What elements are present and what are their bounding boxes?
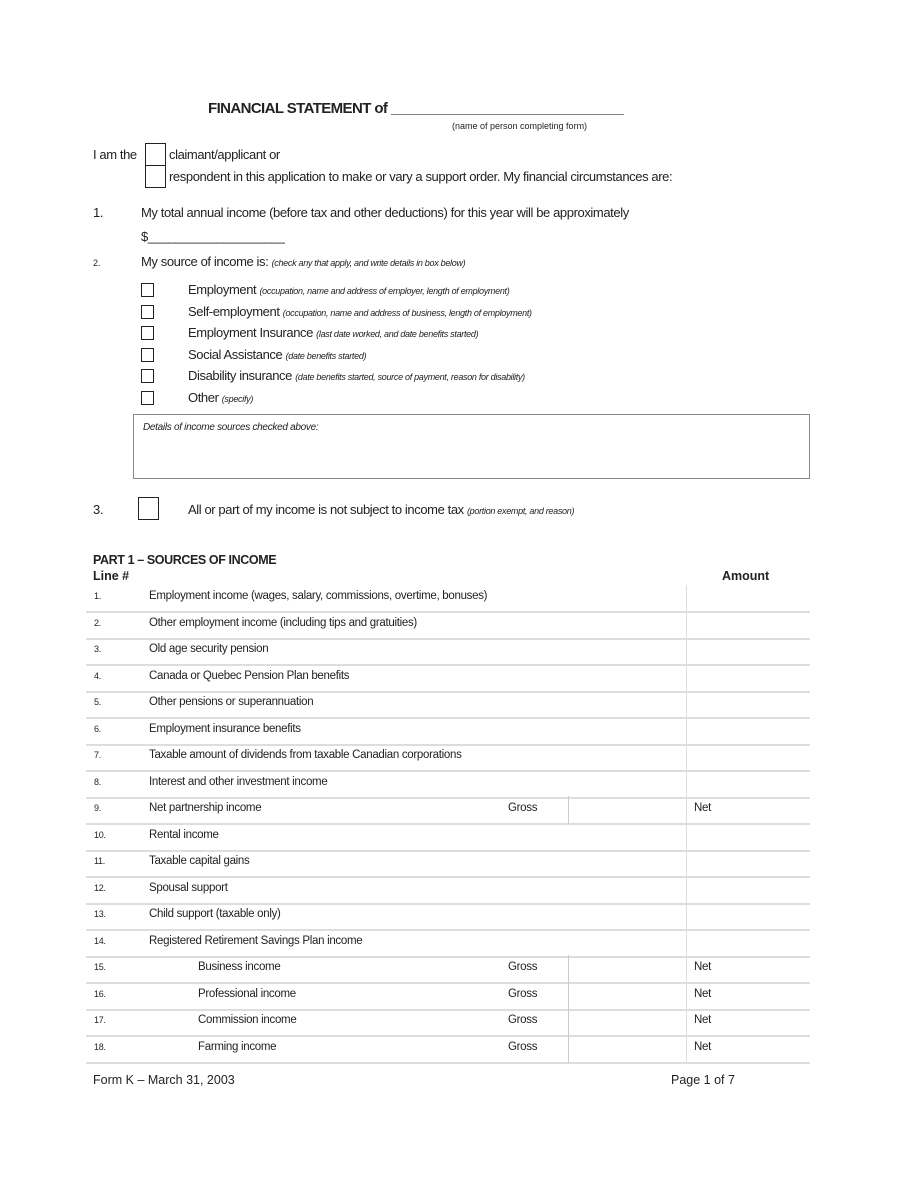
line-number: 14.	[94, 935, 106, 946]
gross-amount-field[interactable]	[568, 1035, 569, 1063]
table-row	[86, 1009, 810, 1037]
claimant-label: claimant/applicant or	[169, 147, 280, 162]
option-label: Other	[188, 389, 219, 405]
amount-field[interactable]	[687, 638, 810, 664]
line-number: 10.	[94, 829, 106, 840]
title-text: FINANCIAL STATEMENT of	[208, 100, 388, 117]
table-row	[86, 691, 810, 719]
line-label: Rental income	[149, 828, 219, 841]
line-number: 3.	[94, 644, 101, 654]
amount-column-divider	[686, 585, 687, 1063]
line-label: Employment income (wages, salary, commissions, overtime, bonuses)	[149, 590, 488, 602]
line-number: 11.	[94, 856, 105, 866]
form-id: Form K – March 31, 2003	[93, 1073, 235, 1087]
gross-amount-field[interactable]	[568, 982, 569, 1010]
option-note: (date benefits started)	[285, 350, 367, 361]
table-row	[86, 956, 810, 984]
option-label: Employment Insurance	[188, 325, 313, 340]
q2-label: My source of income is:	[141, 254, 269, 269]
amount-column-header: Amount	[722, 569, 770, 583]
option-note: (specify)	[221, 393, 254, 404]
q3-text	[188, 502, 574, 517]
part1-title: PART 1 – SOURCES OF INCOME	[93, 553, 277, 567]
gross-label: Gross	[508, 961, 538, 973]
line-label: Taxable capital gains	[149, 855, 250, 867]
table-row	[86, 771, 810, 799]
net-label: Net	[694, 961, 711, 973]
amount-field[interactable]	[687, 930, 810, 956]
line-label: Spousal support	[149, 881, 228, 894]
details-box[interactable]	[133, 414, 810, 479]
amount-field[interactable]	[687, 744, 810, 770]
line-label: Net partnership income	[149, 802, 262, 814]
option-note: (occupation, name and address of business, length of employment)	[282, 307, 532, 318]
line-number: 7.	[94, 750, 101, 760]
annual-income-field[interactable]: $____________________	[141, 229, 285, 244]
line-number: 8.	[94, 776, 101, 787]
amount-field[interactable]	[687, 771, 810, 797]
line-number: 17.	[94, 1015, 106, 1025]
amount-field[interactable]	[687, 1036, 810, 1062]
gross-label: Gross	[508, 987, 538, 1000]
net-label: Net	[694, 987, 711, 1000]
gross-label: Gross	[508, 1040, 538, 1053]
gross-label: Gross	[508, 802, 538, 814]
table-row	[86, 824, 810, 852]
table-row	[86, 983, 810, 1011]
line-number: 15.	[94, 962, 106, 972]
table-row	[86, 612, 810, 640]
table-row	[86, 665, 810, 693]
amount-field[interactable]	[687, 903, 810, 929]
respondent-label: respondent in this application to make or vary a support order. My financial circumstances are:	[169, 169, 673, 184]
line-number: 6.	[94, 723, 101, 734]
option-label: Social Assistance	[188, 346, 283, 362]
line-label: Professional income	[198, 987, 296, 1000]
table-row	[86, 877, 810, 905]
form-title	[208, 100, 623, 117]
q2-text	[141, 254, 465, 269]
income-source-checkbox[interactable]	[141, 305, 154, 319]
amount-field[interactable]	[687, 718, 810, 744]
amount-field[interactable]	[687, 850, 810, 876]
line-label: Old age security pension	[149, 643, 269, 655]
line-number: 9.	[94, 803, 101, 813]
line-label: Registered Retirement Savings Plan income	[149, 934, 363, 947]
option-note: (last date worked, and date benefits started)	[316, 329, 479, 339]
q2-number: 2.	[93, 258, 101, 268]
line-number: 1.	[94, 591, 101, 601]
option-note: (date benefits started, source of payment, reason for disability)	[295, 372, 525, 382]
option-label: Self-employment	[188, 303, 280, 319]
table-row	[86, 585, 810, 613]
line-number: 5.	[94, 697, 101, 707]
amount-field[interactable]	[687, 612, 810, 638]
amount-field[interactable]	[687, 797, 810, 823]
intro-prefix: I am the	[93, 147, 137, 162]
table-row	[86, 638, 810, 666]
q2-note: (check any that apply, and write details in box below)	[271, 258, 466, 268]
table-row	[86, 930, 810, 958]
line-label: Other pensions or superannuation	[149, 696, 314, 708]
amount-field[interactable]	[687, 1009, 810, 1035]
table-row	[86, 1036, 810, 1064]
line-number: 18.	[94, 1041, 106, 1052]
title-subtitle: (name of person completing form)	[452, 121, 588, 131]
gross-label: Gross	[508, 1014, 538, 1026]
income-source-option	[188, 282, 509, 297]
income-source-checkbox[interactable]	[141, 326, 154, 340]
income-source-checkbox[interactable]	[141, 348, 154, 362]
line-number: 4.	[94, 670, 101, 681]
line-number: 2.	[94, 617, 101, 628]
table-row	[86, 850, 810, 878]
option-note: (occupation, name and address of employer, length of employment)	[259, 286, 510, 296]
option-label: Disability insurance	[188, 368, 292, 383]
income-source-option	[188, 390, 253, 405]
line-label: Canada or Quebec Pension Plan benefits	[149, 669, 350, 682]
net-label: Net	[694, 1040, 711, 1053]
q1-text: My total annual income (before tax and other deductions) for this year will be approximately	[141, 205, 629, 220]
amount-field[interactable]	[687, 665, 810, 691]
line-number: 12.	[94, 882, 106, 893]
claimant-checkbox[interactable]	[145, 143, 166, 166]
line-label: Commission income	[198, 1014, 297, 1026]
amount-field[interactable]	[687, 585, 810, 611]
income-source-option	[188, 325, 478, 340]
gross-amount-field[interactable]	[568, 1008, 569, 1036]
table-row	[86, 718, 810, 746]
table-row	[86, 903, 810, 931]
income-source-checkbox[interactable]	[141, 283, 154, 297]
amount-field[interactable]	[687, 983, 810, 1009]
line-label: Taxable amount of dividends from taxable Canadian corporations	[149, 749, 462, 761]
income-source-checkbox[interactable]	[141, 369, 154, 383]
line-label: Employment insurance benefits	[149, 722, 301, 735]
gross-amount-field[interactable]	[568, 955, 569, 983]
q3-label: All or part of my income is not subject to income tax	[188, 502, 464, 517]
income-source-option	[188, 347, 366, 362]
amount-field[interactable]	[687, 691, 810, 717]
line-label: Child support (taxable only)	[149, 908, 281, 920]
q1-number: 1.	[93, 205, 104, 220]
line-label: Other employment income (including tips and gratuities)	[149, 616, 417, 629]
table-row	[86, 797, 810, 825]
table-row	[86, 744, 810, 772]
income-source-option	[188, 304, 532, 319]
page-number: Page 1 of 7	[671, 1073, 735, 1087]
details-label: Details of income sources checked above:	[143, 422, 319, 433]
income-source-option	[188, 368, 525, 383]
line-number: 16.	[94, 988, 106, 999]
amount-field[interactable]	[687, 877, 810, 903]
amount-field[interactable]	[687, 824, 810, 850]
name-blank[interactable]: ______________________________	[390, 100, 624, 117]
tax-exempt-checkbox[interactable]	[138, 497, 159, 520]
q3-number: 3.	[93, 502, 104, 517]
respondent-checkbox[interactable]	[145, 165, 166, 188]
net-label: Net	[694, 802, 711, 814]
line-column-header: Line #	[93, 569, 130, 583]
option-label: Employment	[188, 282, 257, 297]
income-source-checkbox[interactable]	[141, 391, 154, 405]
gross-amount-field[interactable]	[568, 796, 569, 824]
net-label: Net	[694, 1014, 711, 1026]
q3-note: (portion exempt, and reason)	[466, 506, 575, 516]
amount-field[interactable]	[687, 956, 810, 982]
line-label: Interest and other investment income	[149, 775, 328, 788]
line-label: Business income	[198, 961, 281, 973]
line-number: 13.	[94, 909, 106, 919]
line-label: Farming income	[198, 1040, 277, 1053]
